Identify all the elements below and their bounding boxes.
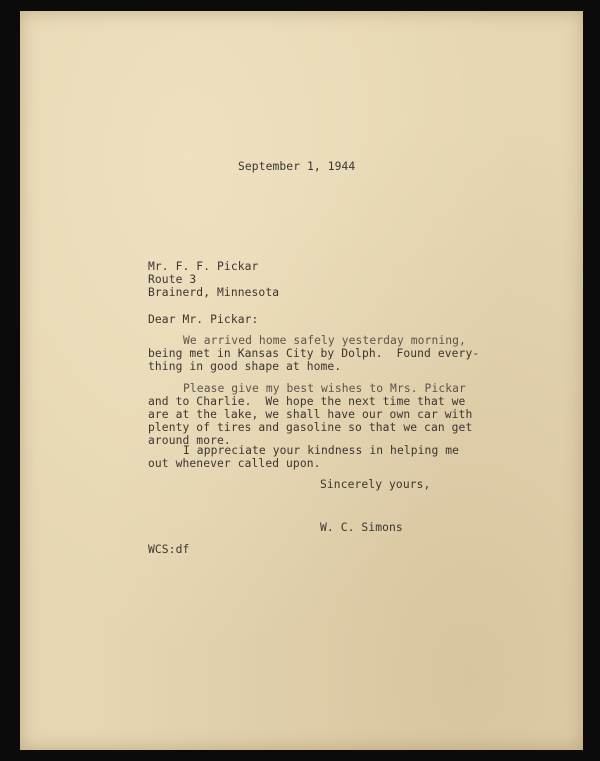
recipient-address-line1: Route 3	[148, 273, 197, 286]
letter-page	[20, 11, 583, 750]
signature-name: W. C. Simons	[320, 521, 403, 534]
recipient-name: Mr. F. F. Pickar	[148, 260, 259, 273]
paragraph-1-line-2: being met in Kansas City by Dolph. Found every-	[148, 347, 480, 360]
letter-date: September 1, 1944	[238, 160, 356, 173]
paragraph-1-line-1: We arrived home safely yesterday morning,	[183, 334, 466, 347]
salutation: Dear Mr. Pickar:	[148, 313, 259, 326]
paragraph-3-line-1: I appreciate your kindness in helping me	[183, 444, 460, 457]
paragraph-3-line-2: out whenever called upon.	[148, 457, 321, 470]
paragraph-2-line-5: around more.	[148, 434, 231, 447]
paragraph-2-line-2: and to Charlie. We hope the next time that we	[148, 395, 466, 408]
recipient-address-line2: Brainerd, Minnesota	[148, 286, 280, 299]
paragraph-2-line-1: Please give my best wishes to Mrs. Pickar	[183, 382, 466, 395]
paragraph-2-line-3: are at the lake, we shall have our own car with	[148, 408, 473, 421]
closing: Sincerely yours,	[320, 478, 431, 491]
paragraph-1-line-3: thing in good shape at home.	[148, 360, 342, 373]
paragraph-2-line-4: plenty of tires and gasoline so that we can get	[148, 421, 473, 434]
reference-initials: WCS:df	[148, 543, 190, 556]
